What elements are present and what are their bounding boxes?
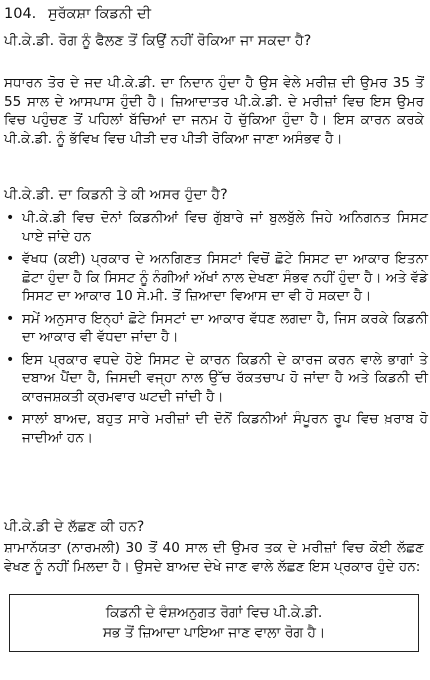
effects-list (0, 209, 428, 451)
bullet-icon: • (6, 210, 15, 226)
list-item: • ਪੀ.ਕੇ.ਡੀ ਵਿਚ ਦੋਨਾਂ ਕਿਡਨੀਆਂ ਵਿਚ ਗੁੱਬਾਰੇ ਜਾਂ ਬੁਲਬੁੱਲੇ ਜਿਹੇ ਅਨਿਗਨਤ ਸਿਸਟ ਪਾਏ ਜਾਂਦੇ ਹਨ (6, 210, 428, 245)
answer-pkd-symptoms: ਸ਼ਾਮਾਨੱਯਤਾ (ਨਾਰਮਲੀ) 30 ਤੋਂ 40 ਸਾਲ ਦੀ ਉਮਰ ਤਕ ਦੇ ਮਰੀਜ਼ਾਂ ਵਿਚ ਕੋਈ ਲੱਛਣ ਵੇਖਣ ਨੂੰ ਨਹੀਂ ਮਿਲਦਾ ਹੈ। ਉਸਦੇ ਬਾਅਦ ਦੇਖੇ ਜਾਣ ਵਾਲੇ ਲੱਛਣ ਇਸ ਪ੍ਰਕਾਰ ਹੁੰਦੇ ਹਨ: (4, 540, 424, 575)
page-number: 104. (4, 6, 37, 22)
list-item: • ਵੱਖਧ (ਕਈ) ਪ੍ਰਕਾਰ ਦੇ ਅਨਗਿਣਤ ਸਿਸਟਾਂ ਵਿਚੋਂ ਛੋਟੇ ਸਿਸਟ ਦਾ ਆਕਾਰ ਇਤਨਾ ਛੋਟਾ ਹੁੰਦਾ ਹੈ ਕਿ ਸਿਸਟ ਨੂੰ ਨੰਗੀਆਂ ਅੱਖਾਂ ਨਾਲ ਦੇਖਣਾ ਸੰਭਵ ਨਹੀਂ ਹੁੰਦਾ ਹੈ। ਅਤੇ ਵੱਡੇ ਸਿਸਟ ਦਾ ਆਕਾਰ 10 ਸੇ.ਮੀ. ਤੋਂ ਜ਼ਿਆਦਾ ਵਿਆਸ ਦਾ ਵੀ ਹੋ ਸਕਦਾ ਹੈ। (6, 251, 428, 304)
question-pkd-effect: ਪੀ.ਕੇ.ਡੀ. ਦਾ ਕਿਡਨੀ ਤੇ ਕੀ ਅਸਰ ਹੁੰਦਾ ਹੈ? (4, 187, 228, 203)
answer-pkd-spread: ਸਧਾਰਨ ਤੋਰ ਦੇ ਜਦ ਪੀ.ਕੇ.ਡੀ. ਦਾ ਨਿਦਾਨ ਹੁੰਦਾ ਹੈ ਉਸ ਵੇਲੇ ਮਰੀਜ਼ ਦੀ ਉਮਰ 35 ਤੋਂ 55 ਸਾਲ ਦੇ ਆਸਪਾਸ ਹੁੰਦੀ ਹੈ। ਜ਼ਿਆਦਾਤਰ ਪੀ.ਕੇ.ਡੀ. ਦੇ ਮਰੀਜ਼ਾਂ ਵਿਚ ਇਸ ਉਮਰ ਵਿਚ ਪਹੁੰਚਣ ਤੋਂ ਪਹਿਲਾਂ ਬੱਚਿਆਂ ਦਾ ਜਨਮ ਹੋ ਚੁੱਕਿਆ ਹੁੰਦਾ ਹੈ। ਇਸ ਕਾਰਨ ਕਰਕੇ ਪੀ.ਕੇ.ਡੀ. ਨੂੰ ਭੱਵਿਖ ਵਿਚ ਪੀੜੀ ਦਰ ਪੀੜੀ ਰੋਕਿਆ ਜਾਣਾ ਅਸੰਭਵ ਹੈ। (4, 75, 424, 147)
callout-line-1: ਕਿਡਨੀ ਦੇ ਵੰਸ਼ਅਨੁਗਤ ਰੋਗਾਂ ਵਿਚ ਪੀ.ਕੇ.ਡੀ. (105, 605, 323, 621)
running-title: ਸੁਰੱਕਸ਼ਾ ਕਿਡਨੀ ਦੀ (48, 6, 151, 22)
callout-box (9, 594, 419, 652)
bullet-icon: • (6, 351, 15, 368)
question-pkd-spread: ਪੀ.ਕੇ.ਡੀ. ਰੋਗ ਨੂੰ ਫੈਲਣ ਤੋਂ ਕਿਉਂ ਨਹੀਂ ਰੋਕਿਆ ਜਾ ਸਕਦਾ ਹੈ? (4, 33, 312, 49)
bullet-icon: • (6, 310, 15, 327)
bullet-icon: • (6, 411, 15, 427)
list-item: • ਇਸ ਪ੍ਰਕਾਰ ਵਧਦੇ ਹੋਏ ਸਿਸਟ ਦੇ ਕਾਰਨ ਕਿਡਨੀ ਦੇ ਕਾਰਜ ਕਰਨ ਵਾਲੇ ਭਾਗਾਂ ਤੇ ਦਬਾਅ ਪੈਂਦਾ ਹੈ, ਜਿਸਦੀ ਵਜ੍ਹਾ ਨਾਲ ਉੱਚ ਰੱਕਤਚਾਪ ਹੋ ਜਾਂਦਾ ਹੈ ਅਤੇ ਕਿਡਨੀ ਦੀ ਕਾਰਜਸ਼ਕਤੀ ਕ੍ਰਮਵਾਰ ਘਟਦੀ ਜਾਂਦੀ ਹੈ। (6, 351, 428, 405)
question-pkd-symptoms: ਪੀ.ਕੇ.ਡੀ ਦੇ ਲੱਛਣ ਕੀ ਹਨ? (4, 519, 145, 535)
list-item: • ਸਮੇਂ ਅਨੁਸਾਰ ਇਨ੍ਹਾਂ ਛੋਟੇ ਸਿਸਟਾਂ ਦਾ ਆਕਾਰ ਵੱਧਣ ਲਗਦਾ ਹੈ, ਜਿਸ ਕਰਕੇ ਕਿਡਨੀ ਦਾ ਆਕਾਰ ਵੀ ਵੱਧਦਾ ਜਾਂਦਾ ਹੈ। (6, 310, 428, 345)
callout-line-2: ਸਭ ਤੋਂ ਜ਼ਿਆਦਾ ਪਾਇਆ ਜਾਣ ਵਾਲਾ ਰੋਗ ਹੈ। (102, 625, 326, 641)
bullet-icon: • (6, 251, 15, 267)
page-header (4, 4, 151, 24)
list-item: • ਸਾਲਾਂ ਬਾਅਦ, ਬਹੁਤ ਸਾਰੇ ਮਰੀਜ਼ਾਂ ਦੀ ਦੋਨੋਂ ਕਿਡਨੀਆਂ ਸੰਪੂਰਨ ਰੂਪ ਵਿਚ ਖ਼ਰਾਬ ਹੋ ਜਾਦੀਆਂ ਹਨ। (6, 411, 428, 446)
